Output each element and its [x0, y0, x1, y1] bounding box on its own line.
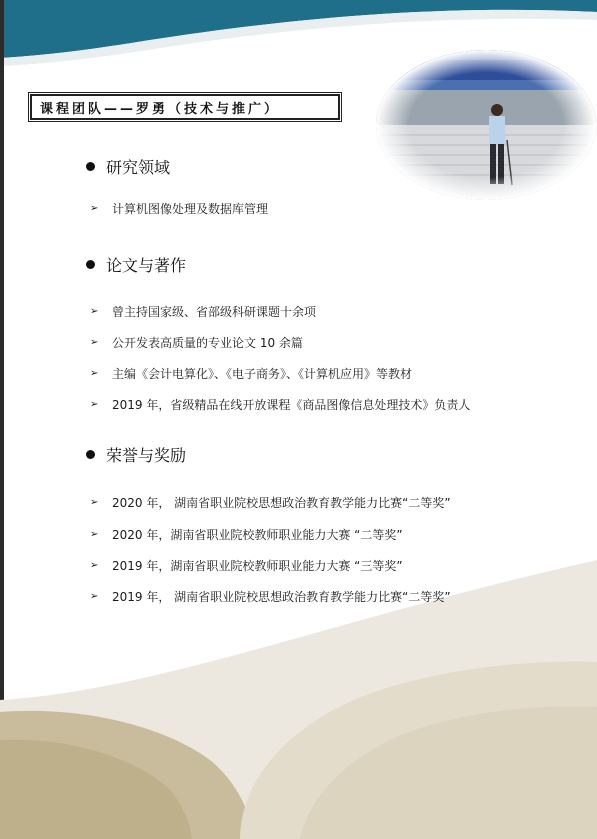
list-item: [90, 526, 403, 543]
list-item-text: 2019 年，湖南省职业院校教师职业能力大赛 “三等奖”: [112, 559, 403, 573]
list-item: [90, 588, 451, 605]
bullet-icon: [86, 260, 95, 269]
list-item: [90, 334, 303, 351]
arrow-bullet-icon: ➢: [90, 306, 99, 317]
list-item: [90, 303, 316, 320]
list-item-text: 主编《会计电算化》、《电子商务》、《计算机应用》等教材: [112, 367, 413, 381]
section-heading-awards: [86, 443, 186, 466]
list-item-text: 2019 年，省级精品在线开放课程《商品图像信息处理技术》负责人: [112, 398, 471, 412]
bullet-icon: [86, 450, 95, 459]
section-heading-research: [86, 155, 170, 178]
list-item: [90, 200, 268, 217]
page-title: 课程团队——罗勇（技术与推广）: [30, 94, 340, 120]
section-heading-label: 论文与著作: [106, 256, 187, 275]
list-item-text: 计算机图像处理及数据库管理: [112, 202, 269, 216]
arrow-bullet-icon: ➢: [90, 368, 99, 379]
list-item: [90, 494, 451, 511]
section-heading-publications: [86, 253, 186, 276]
arrow-bullet-icon: ➢: [90, 399, 99, 410]
arrow-bullet-icon: ➢: [90, 529, 99, 540]
bullet-icon: [86, 162, 95, 171]
arrow-bullet-icon: ➢: [90, 337, 99, 348]
person-photo-icon: [376, 50, 596, 200]
list-item-text: 曾主持国家级、省部级科研课题十余项: [112, 305, 317, 319]
list-item-text: 2020 年，湖南省职业院校教师职业能力大赛 “二等奖”: [112, 528, 403, 542]
list-item-text: 2019 年， 湖南省职业院校思想政治教育教学能力比赛“二等奖”: [112, 590, 451, 604]
list-item-text: 公开发表高质量的专业论文 10 余篇: [112, 336, 303, 350]
arrow-bullet-icon: ➢: [90, 560, 99, 571]
list-item: [90, 365, 412, 382]
list-item-text: 2020 年， 湖南省职业院校思想政治教育教学能力比赛“二等奖”: [112, 496, 451, 510]
arrow-bullet-icon: ➢: [90, 497, 99, 508]
arrow-bullet-icon: ➢: [90, 591, 99, 602]
section-heading-label: 荣誉与奖励: [106, 446, 187, 465]
list-item: [90, 557, 403, 574]
arrow-bullet-icon: ➢: [90, 203, 99, 214]
list-item: [90, 396, 470, 413]
section-heading-label: 研究领域: [106, 158, 171, 177]
